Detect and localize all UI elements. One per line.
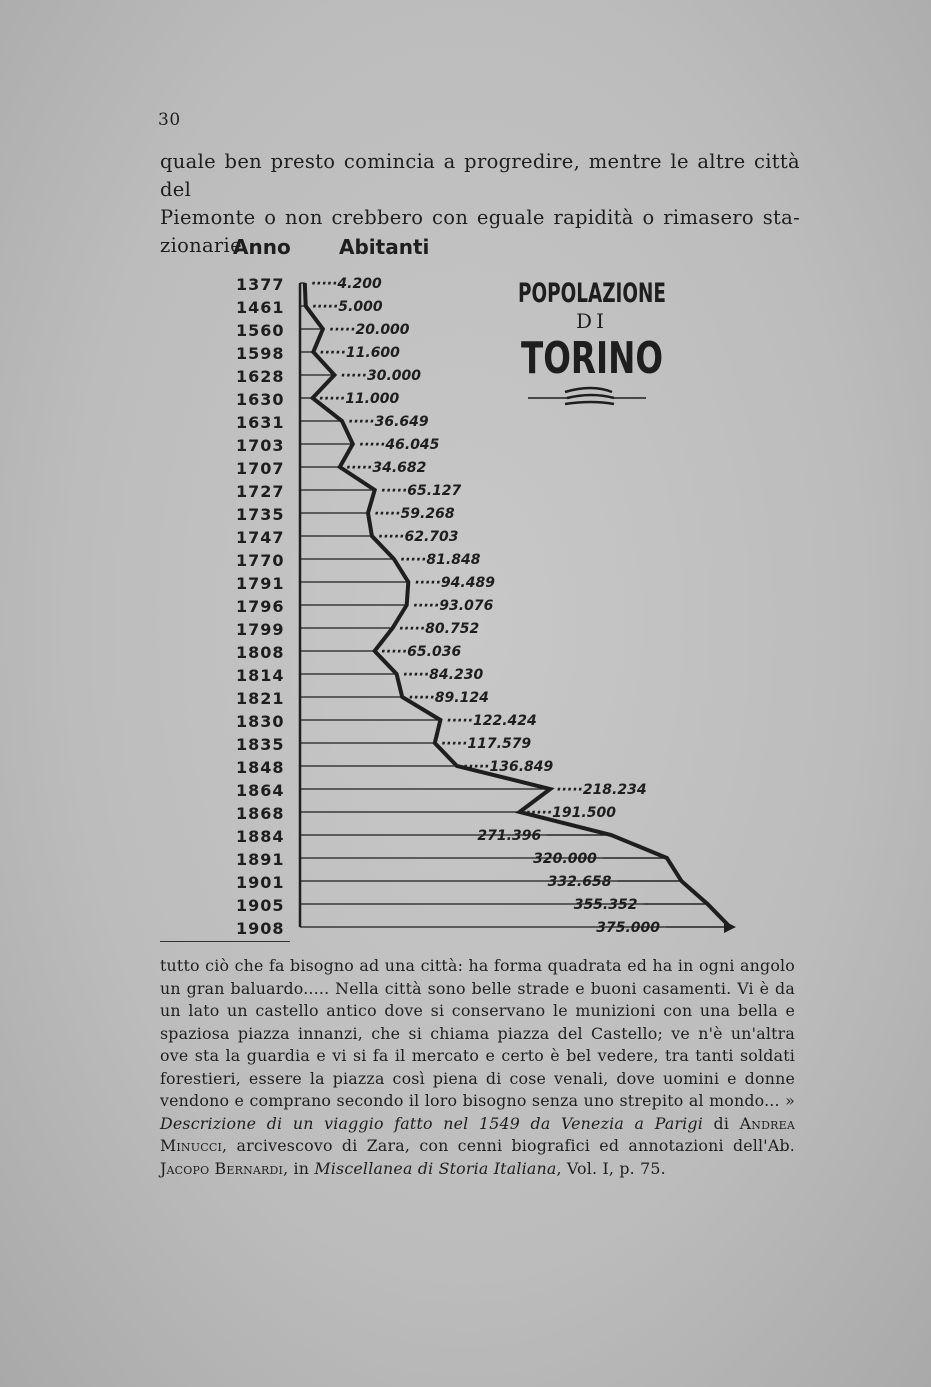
footnote-author-role: , arcivescovo di Zara, con cenni biografici ed annotazioni dell'Ab. (222, 1136, 795, 1155)
value-label: ·····65.036 (380, 644, 462, 660)
value-label: ·····4.200 (310, 276, 382, 292)
title-ornament (528, 388, 646, 404)
value-label: ·····20.000 (328, 322, 410, 338)
footnote-work-title: Descrizione di un viaggio fatto nel 1549 da Venezia a Parigi (160, 1113, 703, 1133)
population-column-header: Abitanti (339, 235, 430, 259)
year-label: 1631 (236, 413, 285, 432)
value-label: ·····117.579 (440, 736, 532, 752)
year-label: 1735 (236, 505, 285, 524)
value-label: ·····11.600 (319, 345, 400, 361)
footnote-editor: Jacopo Bernardi (160, 1158, 284, 1178)
footnote-author: Andrea Minucci (160, 1113, 795, 1155)
year-label: 1808 (236, 643, 285, 662)
year-label: 1891 (236, 850, 285, 869)
year-label: 1628 (236, 367, 285, 386)
year-label: 1821 (236, 689, 285, 708)
value-label: ·····218.234 (556, 782, 647, 798)
value-label: ·····46.045 (358, 437, 440, 453)
value-label: ·····59.268 (373, 506, 455, 522)
year-label: 1868 (236, 804, 285, 823)
intro-line-2: Piemonte o non crebbero con eguale rapidità o rimasero sta- (160, 206, 800, 229)
year-label: 1799 (236, 620, 285, 639)
year-label: 1814 (236, 666, 285, 685)
footnote-text: tutto ciò che fa bisogno ad una città: ha forma quadrata ed ha in ogni angolo un gran baluardo..... Nella città sono belle strade e buoni casamenti. Vi è da un lato un castello antico dove si conservano le munizioni con una bella e spaziosa piazza innanzi, che si chiama piazza del Castello; ve n'è un'altra ove sta la guardia e vi si fa il mercato e certo è bel vedere, tra tanti soldati forestieri, essere la piazza così piena di cose venali, dove uomini e donne vendono e comprano secondo il loro bisogno senza uno strepito al mondo... » (160, 956, 795, 1110)
value-label: ·····80.752 (398, 621, 480, 637)
value-label: ·····36.649 (348, 414, 429, 430)
year-label: 1727 (236, 482, 285, 501)
value-label: 375.000 (596, 920, 660, 936)
footnote-in: , in (283, 1158, 310, 1178)
year-column-header: Anno (233, 235, 291, 259)
value-label: 355.352 (573, 897, 638, 913)
footnote-separator (160, 941, 290, 942)
intro-line-3: zionarie. (160, 234, 249, 257)
value-label: ·····34.682 (345, 460, 427, 476)
value-label: 332.658 (547, 874, 612, 890)
footnote (160, 955, 795, 1180)
year-label: 1747 (236, 528, 285, 547)
value-label: ·····89.124 (408, 690, 489, 706)
chart-title-torino: TORINO (521, 333, 663, 384)
value-label: 320.000 (533, 851, 597, 867)
footnote-di: di (713, 1113, 730, 1133)
year-label: 1703 (236, 436, 285, 455)
page-number: 30 (158, 110, 181, 130)
year-label: 1560 (236, 321, 285, 340)
value-label: ·····122.424 (446, 713, 537, 729)
value-label: ·····5.000 (311, 299, 383, 315)
year-label: 1598 (236, 344, 285, 363)
year-label: 1630 (236, 390, 285, 409)
value-label: ·····62.703 (377, 529, 459, 545)
year-label: 1707 (236, 459, 285, 478)
intro-line-1: quale ben presto cominciа a progredire, mentre le altre città del (160, 150, 800, 201)
year-label: 1770 (236, 551, 285, 570)
value-label: ·····93.076 (412, 598, 494, 614)
value-label: ·····11.000 (318, 391, 400, 407)
year-label: 1796 (236, 597, 285, 616)
value-label: ·····65.127 (380, 483, 462, 499)
year-label: 1835 (236, 735, 285, 754)
chart-title-di: DI (576, 309, 608, 333)
value-label: ·····81.848 (399, 552, 481, 568)
year-label: 1901 (236, 873, 285, 892)
year-label: 1908 (236, 919, 285, 938)
year-label: 1884 (236, 827, 285, 846)
year-label: 1461 (236, 298, 285, 317)
value-label: ·····94.489 (414, 575, 495, 591)
year-label: 1791 (236, 574, 285, 593)
year-label: 1905 (236, 896, 285, 915)
year-label: 1848 (236, 758, 285, 777)
value-label: 271.396 (477, 828, 542, 844)
footnote-ref: , Vol. I, p. 75. (556, 1158, 666, 1178)
chart-title-popolazione: POPOLAZIONE (518, 278, 666, 309)
value-label: ·····30.000 (340, 368, 422, 384)
year-label: 1864 (236, 781, 285, 800)
year-label: 1377 (236, 275, 285, 294)
year-label: 1830 (236, 712, 285, 731)
value-label: ·····84.230 (402, 667, 484, 683)
value-label: ·····191.500 (525, 805, 616, 821)
curve-end-marker (724, 921, 736, 933)
value-label: ·····136.849 (462, 759, 554, 775)
footnote-collection: Miscellanea di Storia Italiana (314, 1158, 557, 1178)
